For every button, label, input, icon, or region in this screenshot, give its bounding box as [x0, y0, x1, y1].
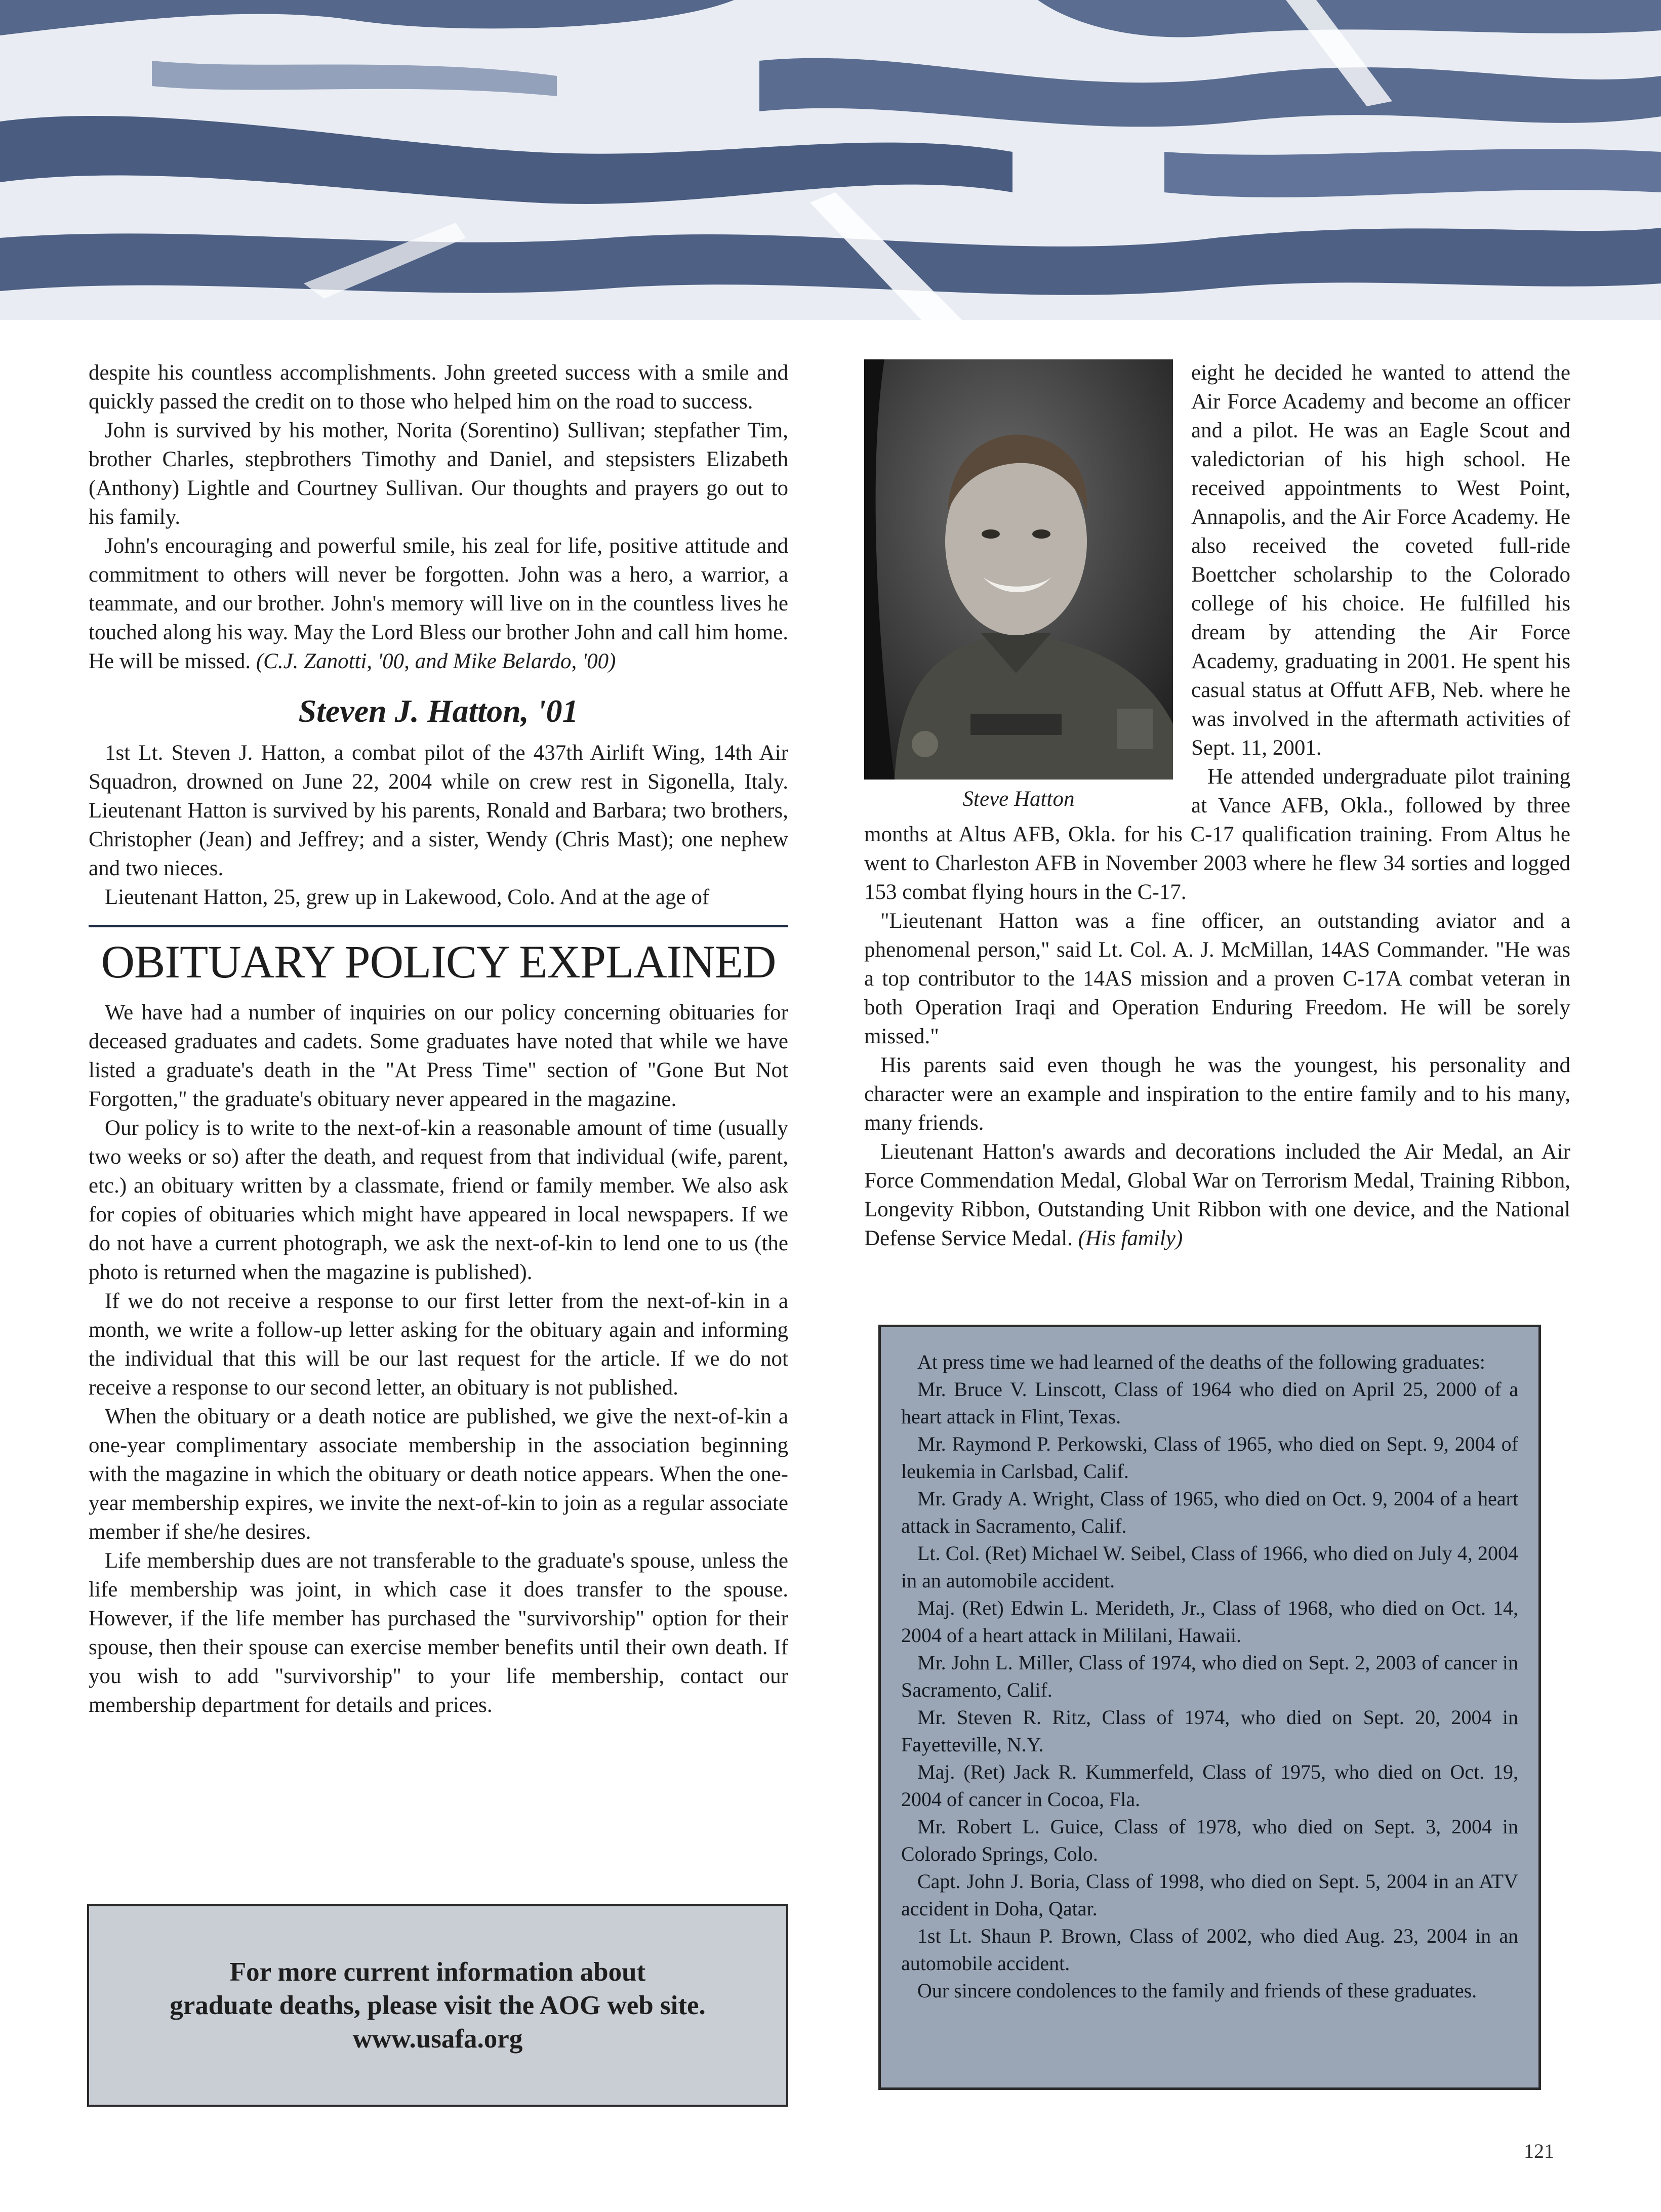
policy-heading: OBITUARY POLICY EXPLAINED: [101, 936, 776, 988]
hatton-paragraph-2: Lieutenant Hatton, 25, grew up in Lakewood, Colo. And at the age of: [105, 885, 710, 909]
left-column: [89, 358, 788, 1719]
right-column: [864, 358, 1570, 1253]
press-time-entry: Mr. Raymond P. Perkowski, Class of 1965, who died on Sept. 9, 2004 of leukemia in Carlsbad, Calif.: [901, 1432, 1518, 1483]
photo-caption: Steve Hatton: [962, 787, 1075, 811]
flag-banner-image: [0, 0, 1661, 320]
policy-paragraph-5: Life membership dues are not transferable to the graduate's spouse, unless the life membership was joint, in which case it does transfer to the spouse. However, if the life member has purchased the "survivorship" option for their spouse, then their spouse can exercise member benefits until their own death. If you wish to add "survivorship" to your life membership, contact our membership department for details and prices.: [89, 1549, 788, 1717]
press-time-closing: Our sincere condolences to the family and friends of these graduates.: [917, 1979, 1477, 2002]
press-time-entry: Maj. (Ret) Jack R. Kummerfeld, Class of 1975, who died on Oct. 19, 2004 of cancer in Cocoa, Fla.: [901, 1760, 1518, 1811]
hatton-awards: [864, 1137, 1570, 1253]
press-time-entry: Mr. John L. Miller, Class of 1974, who died on Sept. 2, 2003 of cancer in Sacramento, Calif.: [901, 1651, 1518, 1701]
press-time-entry: Mr. Grady A. Wright, Class of 1965, who died on Oct. 9, 2004 of a heart attack in Sacramento, Calif.: [901, 1487, 1518, 1537]
flag-stripes-graphic: [0, 0, 1661, 320]
hatton-awards-text: Lieutenant Hatton's awards and decorations included the Air Medal, an Air Force Commendation Medal, Global War on Terrorism Medal, Training Ribbon, Longevity Ribbon, Outstanding Unit Ribbon with one device, and the National Defense Service Medal.: [864, 1140, 1570, 1250]
aog-website-notice: [87, 1904, 788, 2107]
photo-figure: [864, 359, 1173, 813]
zanotti-paragraph-3: [89, 531, 788, 676]
aog-website-link[interactable]: www.usafa.org: [352, 2024, 523, 2054]
press-time-intro: At press time we had learned of the deaths of the following graduates:: [917, 1350, 1485, 1373]
press-time-entry: Mr. Steven R. Ritz, Class of 1974, who died on Sept. 20, 2004 in Fayetteville, N.Y.: [901, 1706, 1518, 1756]
press-time-entry: Lt. Col. (Ret) Michael W. Seibel, Class of 1966, who died on July 4, 2004 in an automobile accident.: [901, 1542, 1518, 1592]
aog-line-2: graduate deaths, please visit the AOG web site.: [170, 1991, 706, 2020]
aog-line-1: For more current information about: [229, 1957, 646, 1987]
press-time-entry: 1st Lt. Shaun P. Brown, Class of 2002, who died Aug. 23, 2004 in an automobile accident.: [901, 1924, 1518, 1975]
press-time-box: [878, 1325, 1541, 2090]
policy-paragraph-3: If we do not receive a response to our first letter from the next-of-kin in a month, we write a follow-up letter asking for the obituary again and informing the individual that this will be our last request for the article. If we do not receive a response to our second letter, an obituary is not published.: [89, 1289, 788, 1400]
hatton-paragraph-1: 1st Lt. Steven J. Hatton, a combat pilot of the 437th Airlift Wing, 14th Air Squadron, drowned on June 22, 2004 while on crew rest in Sigonella, Italy. Lieutenant Hatton is survived by his parents, Ronald and Barbara; two brothers, Christopher (Jean) and Jeffrey; and a sister, Wendy (Chris Mast); one nephew and two nieces.: [89, 741, 788, 880]
portrait-graphic: [864, 359, 1173, 780]
steve-hatton-photo: [864, 359, 1173, 780]
hatton-parents: His parents said even though he was the youngest, his personality and character were an example and inspiration to the entire family and to his many, many friends.: [864, 1053, 1570, 1135]
hatton-heading: Steven J. Hatton, '01: [298, 693, 579, 729]
hatton-training: He attended undergraduate pilot training at Vance AFB, Okla., followed by three months at Altus AFB, Okla. for his C-17 qualification training. From Altus he went to Charleston AFB in November 2003 where he flew 34 sorties and logged 153 combat flying hours in the C-17.: [864, 765, 1570, 904]
policy-paragraph-2: Our policy is to write to the next-of-kin a reasonable amount of time (usually two weeks or so) after the death, and request from that individual (wife, parent, etc.) an obituary written by a classmate, friend or family member. We also ask for copies of obituaries which might have appeared in local newspapers. If we do not have a current photograph, we ask the next-of-kin to lend one to us (the photo is returned when the magazine is published).: [89, 1116, 788, 1284]
policy-paragraph-1: We have had a number of inquiries on our policy concerning obituaries for deceased graduates and cadets. Some graduates have noted that while we have listed a graduate's death in the "At Press Time" section of "Gone But Not Forgotten," the graduate's obituary never appeared in the magazine.: [89, 1001, 788, 1111]
press-time-entry: Capt. John J. Boria, Class of 1998, who died on Sept. 5, 2004 in an ATV accident in Doha, Qatar.: [901, 1870, 1518, 1920]
zanotti-paragraph-2: John is survived by his mother, Norita (Sorentino) Sullivan; stepfather Tim, brother Charles, stepbrothers Timothy and Daniel, and stepsisters Elizabeth (Anthony) Lightle and Courtney Sullivan. Our thoughts and prayers go out to his family.: [89, 419, 788, 529]
hatton-awards-credit: (His family): [1078, 1226, 1183, 1250]
zanotti-paragraph-3-text: John's encouraging and powerful smile, his zeal for life, positive attitude and commitment to others will never be forgotten. John was a hero, a warrior, a teammate, and our brother. John's memory will live on in the countless lives he touched along his way. May the Lord Bless our brother John and call him home. He will be missed.: [89, 534, 788, 673]
zanotti-credit: (C.J. Zanotti, '00, and Mike Belardo, '00): [256, 649, 616, 673]
press-time-entry: Maj. (Ret) Edwin L. Merideth, Jr., Class of 1968, who died on Oct. 14, 2004 of a heart attack in Mililani, Hawaii.: [901, 1596, 1518, 1647]
press-time-entry: Mr. Robert L. Guice, Class of 1978, who died on Sept. 3, 2004 in Colorado Springs, Colo.: [901, 1815, 1518, 1865]
press-time-entry: Mr. Bruce V. Linscott, Class of 1964 who died on April 25, 2000 of a heart attack in Flint, Texas.: [901, 1378, 1518, 1428]
zanotti-paragraph-1: despite his countless accomplishments. John greeted success with a smile and quickly passed the credit on to those who helped him on the road to success.: [89, 361, 788, 414]
page-number: 121: [1524, 2140, 1554, 2162]
policy-paragraph-4: When the obituary or a death notice are published, we give the next-of-kin a one-year complimentary associate membership in the association beginning with the magazine in which the obituary or death notice appears. When the one-year membership expires, we invite the next-of-kin to join as a regular associate member if she/he desires.: [89, 1405, 788, 1544]
hatton-intro: eight he decided he wanted to attend the Air Force Academy and become an officer and a pilot. He was an Eagle Scout and valedictorian of his high school. He received appointments to West Point, Annapolis, and the Air Force Academy. He also received the coveted full-ride Boettcher scholarship to the Colorado college of his choice. He fulfilled his dream by attending the Air Force Academy, graduating in 2001. He spent his casual status at Offutt AFB, Neb. where he was involved in the aftermath activities of Sept. 11, 2001.: [1191, 361, 1570, 760]
section-divider: [89, 925, 788, 927]
hatton-commander-quote: "Lieutenant Hatton was a fine officer, an outstanding aviator and a phenomenal person," said Lt. Col. A. J. McMillan, 14AS Commander. "He was a top contributor to the 14AS mission and a proven C-17A combat veteran in both Operation Iraqi and Operation Enduring Freedom. He will be sorely missed.": [864, 909, 1570, 1048]
